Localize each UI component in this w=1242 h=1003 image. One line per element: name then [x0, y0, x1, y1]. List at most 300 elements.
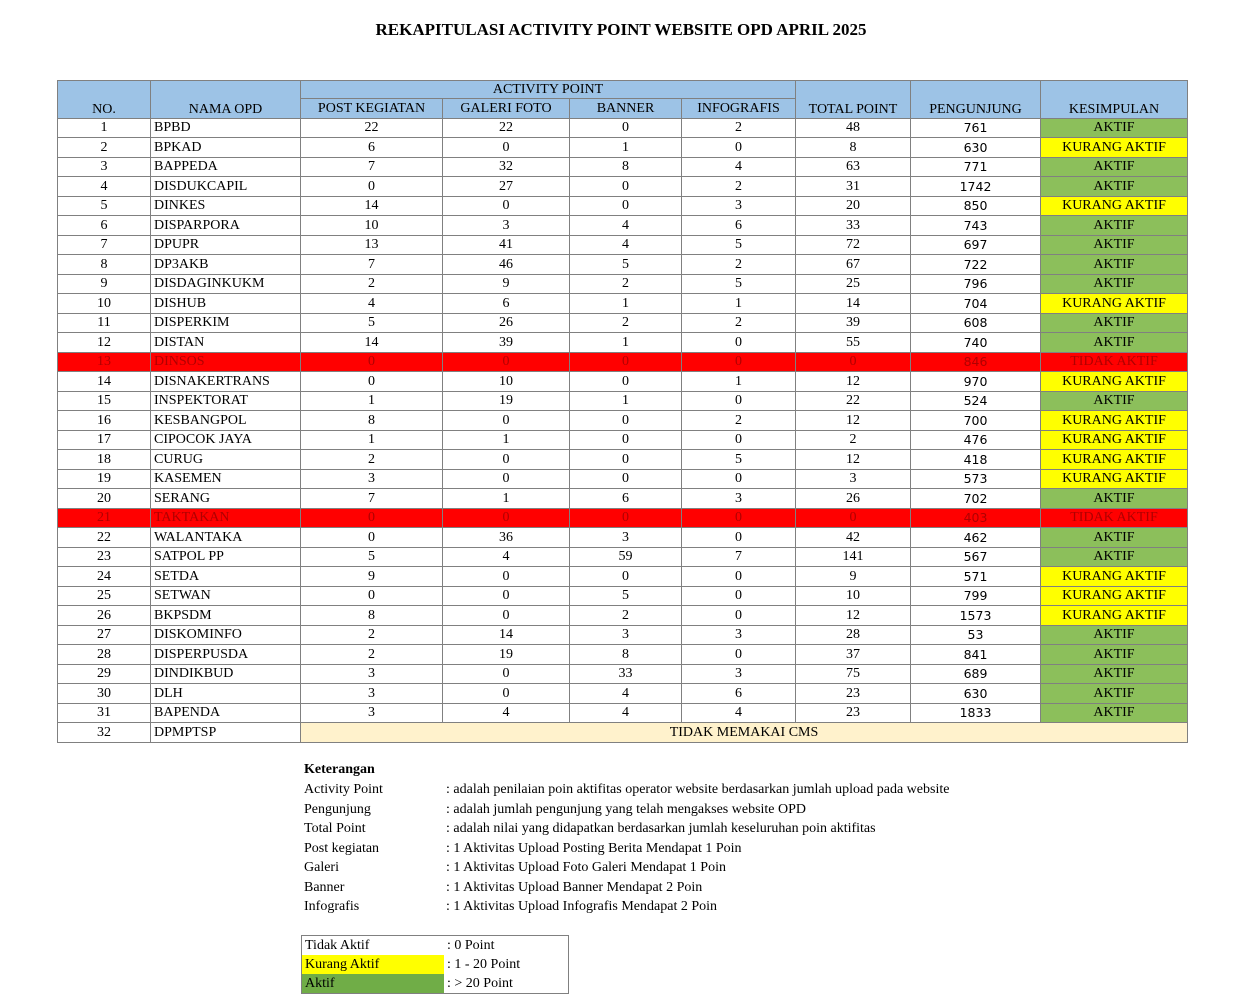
cell-no: 11 — [58, 313, 151, 333]
cell-no: 20 — [58, 489, 151, 509]
status-badge: KURANG AKTIF — [1041, 606, 1188, 626]
cell-nama-opd: DP3AKB — [151, 255, 301, 275]
cell-pengunjung: 524 — [911, 391, 1041, 411]
note-item — [304, 899, 949, 919]
cell-no: 32 — [58, 723, 151, 743]
status-badge: AKTIF — [1041, 625, 1188, 645]
cell-total-point: 63 — [796, 157, 911, 177]
cell-pengunjung: 630 — [911, 684, 1041, 704]
legend-value-tidak-aktif: : 0 Point — [447, 937, 495, 953]
status-badge: AKTIF — [1041, 547, 1188, 567]
cell-no: 30 — [58, 684, 151, 704]
cell-no: 10 — [58, 294, 151, 314]
cell-banner: 4 — [570, 684, 682, 704]
cell-banner: 0 — [570, 177, 682, 197]
cell-total-point: 12 — [796, 606, 911, 626]
cell-post-kegiatan: 0 — [301, 177, 443, 197]
status-badge: KURANG AKTIF — [1041, 411, 1188, 431]
cell-pengunjung: 462 — [911, 528, 1041, 548]
table-row — [58, 411, 1188, 431]
cell-infografis: 6 — [682, 216, 796, 236]
cell-nama-opd: TAKTAKAN — [151, 508, 301, 528]
cell-infografis: 5 — [682, 274, 796, 294]
cell-infografis: 0 — [682, 138, 796, 158]
cell-infografis: 6 — [682, 684, 796, 704]
status-badge: KURANG AKTIF — [1041, 372, 1188, 392]
note-item — [304, 802, 949, 822]
cell-galeri-foto: 27 — [443, 177, 570, 197]
cell-galeri-foto: 10 — [443, 372, 570, 392]
cell-nama-opd: BAPENDA — [151, 703, 301, 723]
table-row — [58, 606, 1188, 626]
header-no: NO. — [58, 81, 151, 119]
cell-infografis: 5 — [682, 450, 796, 470]
cell-galeri-foto: 0 — [443, 664, 570, 684]
cell-nama-opd: DISDUKCAPIL — [151, 177, 301, 197]
cell-nama-opd: DISPERKIM — [151, 313, 301, 333]
cell-nama-opd: CIPOCOK JAYA — [151, 430, 301, 450]
cell-no: 13 — [58, 352, 151, 372]
cell-banner: 0 — [570, 372, 682, 392]
cell-post-kegiatan: 2 — [301, 450, 443, 470]
cell-infografis: 4 — [682, 703, 796, 723]
status-badge: AKTIF — [1041, 333, 1188, 353]
cell-post-kegiatan: 14 — [301, 196, 443, 216]
cell-galeri-foto: 19 — [443, 645, 570, 665]
cell-nama-opd: BPKAD — [151, 138, 301, 158]
status-badge: AKTIF — [1041, 255, 1188, 275]
table-row — [58, 469, 1188, 489]
cell-pengunjung: 418 — [911, 450, 1041, 470]
cell-total-point: 0 — [796, 352, 911, 372]
cell-pengunjung: 704 — [911, 294, 1041, 314]
cell-total-point: 55 — [796, 333, 911, 353]
header-kesimpulan: KESIMPULAN — [1041, 81, 1188, 119]
cell-pengunjung: 1573 — [911, 606, 1041, 626]
legend-table — [301, 935, 569, 994]
cell-total-point: 31 — [796, 177, 911, 197]
notes-list — [304, 782, 949, 919]
cell-pengunjung: 740 — [911, 333, 1041, 353]
table-row — [58, 157, 1188, 177]
cell-infografis: 0 — [682, 333, 796, 353]
status-badge: KURANG AKTIF — [1041, 469, 1188, 489]
cell-banner: 4 — [570, 216, 682, 236]
legend-label-aktif: Aktif — [302, 974, 445, 994]
cell-banner: 0 — [570, 469, 682, 489]
legend-label-tidak-aktif: Tidak Aktif — [305, 937, 370, 953]
cell-total-point: 33 — [796, 216, 911, 236]
cell-galeri-foto: 0 — [443, 606, 570, 626]
note-term: Activity Point — [304, 782, 383, 797]
table-body — [58, 118, 1188, 723]
status-badge: AKTIF — [1041, 664, 1188, 684]
cell-no: 26 — [58, 606, 151, 626]
note-description: : 1 Aktivitas Upload Infografis Mendapat 2 Poin — [446, 899, 718, 914]
cell-no: 24 — [58, 567, 151, 587]
table-row — [58, 391, 1188, 411]
status-badge: AKTIF — [1041, 489, 1188, 509]
cell-infografis: 4 — [682, 157, 796, 177]
cell-no: 5 — [58, 196, 151, 216]
cell-total-point: 25 — [796, 274, 911, 294]
cell-total-point: 12 — [796, 450, 911, 470]
table-row — [58, 645, 1188, 665]
cell-infografis: 0 — [682, 567, 796, 587]
cell-infografis: 7 — [682, 547, 796, 567]
cell-total-point: 48 — [796, 118, 911, 138]
cell-pengunjung: 841 — [911, 645, 1041, 665]
cell-total-point: 37 — [796, 645, 911, 665]
cell-total-point: 20 — [796, 196, 911, 216]
status-badge: AKTIF — [1041, 313, 1188, 333]
cell-infografis: 0 — [682, 430, 796, 450]
cell-banner: 5 — [570, 255, 682, 275]
table-row — [58, 372, 1188, 392]
cell-galeri-foto: 46 — [443, 255, 570, 275]
table-row — [58, 547, 1188, 567]
cell-infografis: 1 — [682, 372, 796, 392]
cell-nama-opd: SERANG — [151, 489, 301, 509]
status-badge: TIDAK AKTIF — [1041, 352, 1188, 372]
cell-pengunjung: 567 — [911, 547, 1041, 567]
note-item — [304, 782, 949, 802]
note-term: Banner — [304, 879, 345, 895]
cell-nama-opd: KASEMEN — [151, 469, 301, 489]
cell-post-kegiatan: 0 — [301, 372, 443, 392]
cell-banner: 1 — [570, 333, 682, 353]
table-row — [58, 450, 1188, 470]
status-badge: KURANG AKTIF — [1041, 567, 1188, 587]
cell-post-kegiatan: 2 — [301, 625, 443, 645]
status-badge: KURANG AKTIF — [1041, 294, 1188, 314]
cell-infografis: 0 — [682, 469, 796, 489]
note-term: Infografis — [304, 899, 360, 914]
table-row — [58, 586, 1188, 606]
cell-post-kegiatan: 13 — [301, 235, 443, 255]
status-badge: AKTIF — [1041, 118, 1188, 138]
cell-post-kegiatan: 1 — [301, 430, 443, 450]
status-badge: AKTIF — [1041, 177, 1188, 197]
cell-pengunjung: 53 — [911, 625, 1041, 645]
cell-total-point: 0 — [796, 508, 911, 528]
header-post-kegiatan: POST KEGIATAN — [301, 99, 443, 119]
cell-nama-opd: DISKOMINFO — [151, 625, 301, 645]
cell-galeri-foto: 0 — [443, 567, 570, 587]
table-row — [58, 255, 1188, 275]
cell-post-kegiatan: 2 — [301, 645, 443, 665]
cell-nama-opd: CURUG — [151, 450, 301, 470]
cell-no: 3 — [58, 157, 151, 177]
cell-total-point: 26 — [796, 489, 911, 509]
legend-row-kurang-aktif — [302, 955, 569, 974]
status-badge: TIDAK AKTIF — [1041, 508, 1188, 528]
status-badge: KURANG AKTIF — [1041, 138, 1188, 158]
cell-nama-opd: DLH — [151, 684, 301, 704]
cell-pengunjung: 571 — [911, 567, 1041, 587]
cell-pengunjung: 700 — [911, 411, 1041, 431]
cell-galeri-foto: 0 — [443, 586, 570, 606]
cell-banner: 1 — [570, 391, 682, 411]
table-row — [58, 625, 1188, 645]
table-row — [58, 196, 1188, 216]
note-term: Post kegiatan — [304, 840, 380, 856]
cell-nama-opd: DINSOS — [151, 352, 301, 372]
cell-post-kegiatan: 3 — [301, 684, 443, 704]
cell-pengunjung: 702 — [911, 489, 1041, 509]
cell-infografis: 3 — [682, 664, 796, 684]
cell-pengunjung: 630 — [911, 138, 1041, 158]
cell-nama-opd: BKPSDM — [151, 606, 301, 626]
table-row — [58, 703, 1188, 723]
status-badge: AKTIF — [1041, 157, 1188, 177]
table-row — [58, 294, 1188, 314]
cell-no: 12 — [58, 333, 151, 353]
note-description: : adalah jumlah pengunjung yang telah mengakses website OPD — [446, 801, 807, 817]
note-item — [304, 841, 949, 861]
cell-no: 16 — [58, 411, 151, 431]
cell-no: 9 — [58, 274, 151, 294]
cell-no: 31 — [58, 703, 151, 723]
header-banner: BANNER — [570, 99, 682, 119]
cell-pengunjung: 743 — [911, 216, 1041, 236]
cell-infografis: 0 — [682, 645, 796, 665]
cell-no: 1 — [58, 118, 151, 138]
cell-pengunjung: 573 — [911, 469, 1041, 489]
table-row — [58, 489, 1188, 509]
cell-no: 4 — [58, 177, 151, 197]
status-badge: KURANG AKTIF — [1041, 586, 1188, 606]
note-description: : 1 Aktivitas Upload Banner Mendapat 2 Poin — [446, 879, 703, 895]
cell-no: 15 — [58, 391, 151, 411]
table-row — [58, 274, 1188, 294]
cell-total-point: 2 — [796, 430, 911, 450]
cell-total-point: 23 — [796, 703, 911, 723]
cell-post-kegiatan: 2 — [301, 274, 443, 294]
table-row — [58, 177, 1188, 197]
note-item — [304, 821, 949, 841]
cell-infografis: 0 — [682, 528, 796, 548]
cell-nama-opd: DISHUB — [151, 294, 301, 314]
status-badge: KURANG AKTIF — [1041, 450, 1188, 470]
header-activity-point: ACTIVITY POINT — [301, 81, 796, 99]
cell-no: 18 — [58, 450, 151, 470]
cell-banner: 8 — [570, 645, 682, 665]
cell-galeri-foto: 36 — [443, 528, 570, 548]
note-description: : adalah nilai yang didapatkan berdasarkan jumlah keseluruhan poin aktifitas — [446, 821, 876, 836]
cell-post-kegiatan: 0 — [301, 586, 443, 606]
page-title: REKAPITULASI ACTIVITY POINT WEBSITE OPD APRIL 2025 — [375, 20, 867, 39]
cell-total-point: 67 — [796, 255, 911, 275]
cell-pengunjung: 761 — [911, 118, 1041, 138]
cell-banner: 0 — [570, 567, 682, 587]
cell-post-kegiatan: 0 — [301, 352, 443, 372]
cell-nama-opd: DISNAKERTRANS — [151, 372, 301, 392]
cell-pengunjung: 608 — [911, 313, 1041, 333]
cell-nama-opd: DPUPR — [151, 235, 301, 255]
cell-no: 2 — [58, 138, 151, 158]
cell-total-point: 39 — [796, 313, 911, 333]
cell-post-kegiatan: 7 — [301, 489, 443, 509]
status-badge: AKTIF — [1041, 235, 1188, 255]
cell-post-kegiatan: 5 — [301, 547, 443, 567]
cell-no: 21 — [58, 508, 151, 528]
cell-no: 27 — [58, 625, 151, 645]
cell-total-point: 10 — [796, 586, 911, 606]
cell-galeri-foto: 4 — [443, 703, 570, 723]
cell-banner: 0 — [570, 430, 682, 450]
cell-banner: 5 — [570, 586, 682, 606]
cell-banner: 3 — [570, 528, 682, 548]
cell-galeri-foto: 26 — [443, 313, 570, 333]
cell-no: 19 — [58, 469, 151, 489]
table-row — [58, 235, 1188, 255]
table-row — [58, 430, 1188, 450]
cell-galeri-foto: 3 — [443, 216, 570, 236]
cell-galeri-foto: 19 — [443, 391, 570, 411]
header-infografis: INFOGRAFIS — [682, 99, 796, 119]
cell-pengunjung: 1833 — [911, 703, 1041, 723]
cell-galeri-foto: 39 — [443, 333, 570, 353]
cell-post-kegiatan: 7 — [301, 157, 443, 177]
note-description: : 1 Aktivitas Upload Foto Galeri Mendapat 1 Poin — [446, 860, 726, 875]
cell-infografis: 0 — [682, 606, 796, 626]
cell-infografis: 2 — [682, 313, 796, 333]
table-row — [58, 528, 1188, 548]
cell-nama-opd: KESBANGPOL — [151, 411, 301, 431]
cell-pengunjung: 697 — [911, 235, 1041, 255]
note-description: : 1 Aktivitas Upload Posting Berita Mendapat 1 Poin — [446, 840, 742, 856]
cell-no: 29 — [58, 664, 151, 684]
cell-infografis: 3 — [682, 489, 796, 509]
cell-pengunjung: 850 — [911, 196, 1041, 216]
table-row — [58, 664, 1188, 684]
cell-pengunjung: 1742 — [911, 177, 1041, 197]
header-total-point: TOTAL POINT — [796, 81, 911, 119]
cell-nama-opd: SETDA — [151, 567, 301, 587]
cell-no: 23 — [58, 547, 151, 567]
cell-post-kegiatan: 3 — [301, 664, 443, 684]
status-badge: AKTIF — [1041, 645, 1188, 665]
cell-nama-opd: DISDAGINKUKM — [151, 274, 301, 294]
cell-nama-opd: BPBD — [151, 118, 301, 138]
cell-banner: 0 — [570, 196, 682, 216]
cell-no: 17 — [58, 430, 151, 450]
cell-galeri-foto: 41 — [443, 235, 570, 255]
cell-pengunjung: 796 — [911, 274, 1041, 294]
cell-pengunjung: 970 — [911, 372, 1041, 392]
cell-infografis: 2 — [682, 118, 796, 138]
cell-galeri-foto: 6 — [443, 294, 570, 314]
table-row — [58, 508, 1188, 528]
table-row-dpmptsp — [58, 723, 1188, 743]
cell-total-point: 3 — [796, 469, 911, 489]
cell-post-kegiatan: 22 — [301, 118, 443, 138]
cell-banner: 2 — [570, 313, 682, 333]
cell-no: 8 — [58, 255, 151, 275]
cell-total-point: 8 — [796, 138, 911, 158]
cell-banner: 3 — [570, 625, 682, 645]
cell-galeri-foto: 0 — [443, 352, 570, 372]
cell-nama-opd: DISTAN — [151, 333, 301, 353]
header-nama-opd: NAMA OPD — [151, 81, 301, 119]
legend-row-tidak-aktif — [302, 936, 569, 956]
notes-heading: Keterangan — [304, 762, 375, 777]
cell-galeri-foto: 0 — [443, 469, 570, 489]
table-row — [58, 567, 1188, 587]
cell-pengunjung: 722 — [911, 255, 1041, 275]
note-item — [304, 880, 949, 900]
cell-infografis: 0 — [682, 352, 796, 372]
cell-total-point: 22 — [796, 391, 911, 411]
cell-infografis: 2 — [682, 411, 796, 431]
status-badge: AKTIF — [1041, 391, 1188, 411]
cell-galeri-foto: 0 — [443, 684, 570, 704]
cell-nama-opd: DISPERPUSDA — [151, 645, 301, 665]
cell-nama-opd: WALANTAKA — [151, 528, 301, 548]
cell-banner: 2 — [570, 606, 682, 626]
cell-galeri-foto: 0 — [443, 196, 570, 216]
cell-infografis: 3 — [682, 625, 796, 645]
cell-post-kegiatan: 14 — [301, 333, 443, 353]
legend-value-kurang-aktif: : 1 - 20 Point — [447, 956, 521, 972]
cell-galeri-foto: 9 — [443, 274, 570, 294]
cell-galeri-foto: 1 — [443, 489, 570, 509]
table-row — [58, 216, 1188, 236]
legend-label-kurang-aktif: Kurang Aktif — [302, 955, 445, 974]
cell-total-point: 141 — [796, 547, 911, 567]
cell-banner: 0 — [570, 118, 682, 138]
cell-infografis: 1 — [682, 294, 796, 314]
cell-galeri-foto: 0 — [443, 450, 570, 470]
cell-post-kegiatan: 0 — [301, 508, 443, 528]
cell-pengunjung: 771 — [911, 157, 1041, 177]
cell-galeri-foto: 14 — [443, 625, 570, 645]
table-row — [58, 313, 1188, 333]
cell-total-point: 42 — [796, 528, 911, 548]
cell-total-point: 28 — [796, 625, 911, 645]
cell-no: 6 — [58, 216, 151, 236]
status-badge: KURANG AKTIF — [1041, 196, 1188, 216]
cell-post-kegiatan: 1 — [301, 391, 443, 411]
cell-banner: 4 — [570, 235, 682, 255]
cell-banner: 6 — [570, 489, 682, 509]
cell-nama-opd: DINKES — [151, 196, 301, 216]
cell-infografis: 2 — [682, 177, 796, 197]
cell-no: 7 — [58, 235, 151, 255]
cell-banner: 59 — [570, 547, 682, 567]
cell-post-kegiatan: 0 — [301, 528, 443, 548]
cell-infografis: 3 — [682, 196, 796, 216]
cell-pengunjung: 403 — [911, 508, 1041, 528]
activity-table — [57, 80, 1188, 743]
note-term: Total Point — [304, 821, 366, 836]
cell-banner: 0 — [570, 508, 682, 528]
status-badge: AKTIF — [1041, 216, 1188, 236]
note-term: Galeri — [304, 860, 339, 875]
cell-total-point: 14 — [796, 294, 911, 314]
cell-banner: 1 — [570, 294, 682, 314]
cell-galeri-foto: 32 — [443, 157, 570, 177]
cell-infografis: 0 — [682, 391, 796, 411]
cell-banner: 8 — [570, 157, 682, 177]
cell-post-kegiatan: 3 — [301, 469, 443, 489]
legend-row-aktif — [302, 974, 569, 994]
cell-banner: 2 — [570, 274, 682, 294]
note-description: : adalah penilaian poin aktifitas operator website berdasarkan jumlah upload pada website — [446, 782, 950, 797]
header-galeri-foto: GALERI FOTO — [443, 99, 570, 119]
cell-banner: 4 — [570, 703, 682, 723]
